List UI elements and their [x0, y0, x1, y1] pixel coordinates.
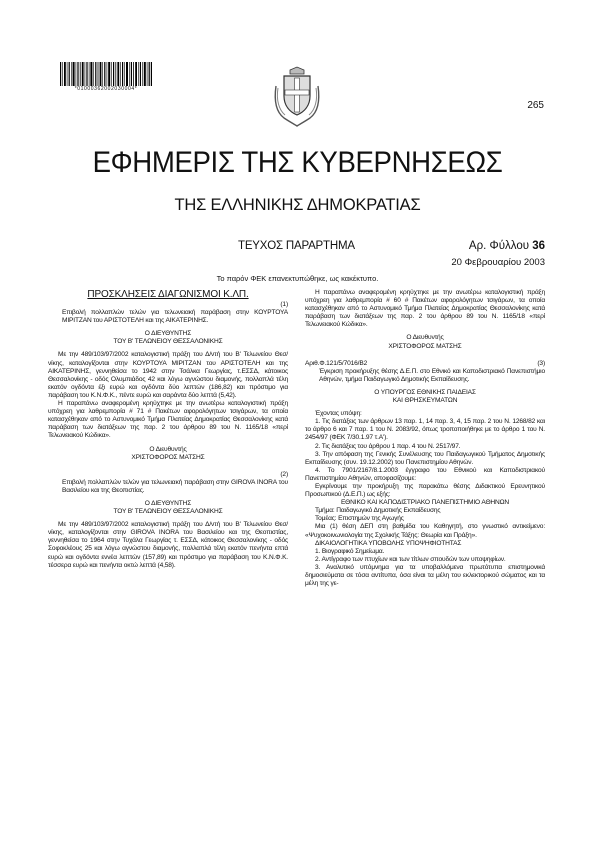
- sector: Τομέας: Επιστημών της Αγωγής: [315, 515, 404, 523]
- considering-item: 2. Τις διατάξεις του άρθρου 1 παρ. 4 του Ν. 2517/97.: [315, 442, 461, 450]
- documents-heading: ΔΙΚΑΙΟΛΟΓΗΤΙΚΑ ΥΠΟΒΟΛΗΣ ΥΠΟΨΗΦΙΟΤΗΤΑΣ: [315, 539, 462, 547]
- notice-body: Η παραπάνω αναφερομένη κρηύχτηκε με την ανωτέρω καταλογιστική πράξη υπόχρεη για λαθρεμπορία # 60 # Πακέτων αφορολόγητων τσιγάρων, τα οποία κατασχέθηκαν από το Αστυνομικό Τμήμα Πλατείας Δημοκρατίας Θεσσαλονίκης κατά παράβαση των διατάξεων της παρ. 2 του άρθρου 89 του Ν. 1165/18 «περί Τελωνειακού Κώδικα».: [305, 289, 545, 329]
- decision-text: Εγκρίνουμε την προκήρυξη της παρακάτω θέσης Διδακτικού Ερευνητικού Προσωπικού (Δ.Ε.Π.) ως εξής:: [305, 482, 545, 499]
- left-column: [48, 289, 288, 570]
- university-name: ΕΘΝΙΚΟ ΚΑΙ ΚΑΠΟΔΙΣΤΡΙΑΚΟ ΠΑΝΕΠΙΣΤΗΜΙΟ ΑΘΗΝΩΝ: [340, 499, 510, 507]
- notice-body: Με την 489/103/97/2002 καταλογιστική πράξη του Δ/ντή του Β' Τελωνείου Θεσ/νίκης, καταλογίζονται στην ΚΟΥΡΤΟΥΑ ΜΙΡΙΤΖΑΝ του ΑΡΙΣΤΟΤΕΛΗ και της ΑΙΚΑΤΕΡΙΝΗΣ, γεννηθείσα το 1942 στην Τσάλκα Γεωργίας, τ.ΕΣΣΔ, κάτοικος Θεσσαλονίκης - οδός Ολυμπιάδος 42 και λόγω αγνώστου διαμονής, πολλαπλά τέλη εκατόν ογδόντα έξι ευρώ και ογδόντα δύο λεπτών (186,82) και πρόστιμο για παράβαση του Κ.Ν.Φ.Κ., πέντε ευρώ και σαράντα δύο λεπτά (5,42).: [48, 351, 288, 399]
- document-item: 1. Βιογραφικό Σημείωμα.: [315, 547, 385, 555]
- notice-heading: Ο ΔΙΕΥΘΥΝΤΗΣ: [144, 330, 192, 338]
- notice-number: (3): [537, 359, 545, 367]
- document-item: 2. Αντίγραφο των πτυχίων και των τίτλων σπουδών των υποψηφίων.: [315, 555, 506, 563]
- signature-title: Ο Διευθυντής: [406, 334, 444, 342]
- notice-body: Με την 489/103/97/2002 καταλογιστική πράξη του Δ/ντή του Β' Τελωνείου Θεσ/νίκης, καταλογίζονται στην GIROVA INORA του Βασιλείου και της Θεοπιστίας, γεννηθείσα το 1964 στην Τυχάλα Γεωργίας τ. ΕΣΣΔ, κάτοικος Θεσσαλονίκης - οδός Σοφοκλέους 25 και λόγω αγνώστου διαμονής, πολλαπλά τέλη εκατόν πενήντα επτά ευρώ και ογδόντα εννέα λεπτών (157,89) και πρόστιμο για παράβαση του Κ.Ν.Φ.Κ. τέσσερα ευρώ και πενήντα οκτώ λεπτά (4,58).: [48, 521, 288, 569]
- notice-number: (2): [280, 470, 288, 478]
- document-item: 3. Αναλυτικό υπόμνημα για τα υποβαλλόμενα πρωτότυπα επιστημονικά δημοσιεύματα σε τόσα αντίτυπα, όσα είναι τα μέλη του εκλεκτορικού σώματος και τα μέλη της γε-: [305, 563, 545, 588]
- reference-number: Αριθ.Φ.121/5/7016/Β2: [305, 359, 368, 367]
- position-description: Μια (1) θέση ΔΕΠ στη βαθμίδα του Καθηγητή, στο γνωστικό αντικείμενο: «Ψυχοκοινωνιολογία της Σχολικής Τάξης: Θεωρία και Πράξη».: [305, 523, 545, 539]
- signature-name: ΧΡΙΣΤΟΦΟΡΟΣ ΜΑΤΣΗΣ: [131, 453, 205, 461]
- notice-heading: Ο ΔΙΕΥΘΥΝΤΗΣ: [144, 499, 192, 507]
- department: Τμήμα: Παιδαγωγικό Δημοτικής Εκπαίδευσης: [315, 507, 441, 515]
- considering-label: Έχοντας υπόψη:: [315, 410, 362, 418]
- page-number: 265: [527, 100, 544, 111]
- notice-heading: ΤΟΥ Β' ΤΕΛΩΝΕΙΟΥ ΘΕΣΣΑΛΟΝΙΚΗΣ: [113, 338, 223, 346]
- minister-heading: ΚΑΙ ΘΡΗΣΚΕΥΜΑΤΩΝ: [392, 397, 458, 405]
- right-column: [305, 289, 545, 588]
- sheet-number-block: [459, 240, 545, 252]
- notice-number: (1): [280, 301, 288, 308]
- considering-item: 3. Την απόφαση της Γενικής Συνέλευσης του Παιδαγωγικού Τμήματος Δημοτικής Εκπαίδευσης (συν. 19.12.2002) του Πανεπιστημίου Αθηνών.: [305, 450, 545, 466]
- reference-number-row: [305, 360, 545, 368]
- coat-of-arms-emblem: [270, 66, 324, 128]
- considering-item: 4. Το 7901/2167/8.1.2003 έγγραφο του Εθνικού και Καποδιστριακού Πανεπιστημίου Αθηνών, αποφασίζουμε:: [305, 466, 545, 482]
- gazette-subtitle: ΤΗΣ ΕΛΛΗΝΙΚΗΣ ΔΗΜΟΚΡΑΤΙΑΣ: [174, 196, 421, 214]
- notice-heading: ΤΟΥ Β' ΤΕΛΩΝΕΙΟΥ ΘΕΣΣΑΛΟΝΙΚΗΣ: [113, 508, 223, 516]
- notice-title: Επιβολή πολλαπλών τελών για τελωνειακή παράβαση στην ΚΟΥΡΤΟΥΑ ΜΙΡΙΤΖΑΝ του ΑΡΙΣΤΟΤΕΛΗ και της ΑΙΚΑΤΕΡΙΝΗΣ.: [62, 309, 288, 325]
- notice-body: Η παραπάνω αναφερομένη κρηύχτηκε με την ανωτέρω καταλογιστική πράξη υπόχρεη για λαθρεμπορία # 71 # Πακέτων αφορολόγητων τσιγάρων, τα οποία κατασχέθηκαν από το Αστυνομικό Τμήμα Πλατείας Δημοκρατίας Θεσσαλονίκης κατά παράβαση των διατάξεων της παρ. 2 του άρθρου 89 του Ν. 1165/18 «περί Τελωνειακού Κώδικα».: [48, 400, 288, 440]
- sheet-number: 36: [532, 240, 545, 252]
- issue-label: ΤΕΥΧΟΣ ΠΑΡΑΡΤΗΜΑ: [238, 240, 355, 252]
- signature-name: ΧΡΙΣΤΟΦΟΡΟΣ ΜΑΤΣΗΣ: [388, 342, 462, 350]
- issue-date: 20 Φεβρουαρίου 2003: [451, 257, 545, 268]
- minister-heading: Ο ΥΠΟΥΡΓΟΣ ΕΘΝΙΚΗΣ ΠΑΙΔΕΙΑΣ: [374, 388, 476, 396]
- considering-item: 1. Τις διατάξεις των άρθρων 13 παρ. 1, 14 παρ. 3, 4, 15 παρ. 2 του Ν. 1268/82 και το άρθρο 6 και 7 παρ. 1 του Ν. 2083/92, όπως τροποποιήθηκε με το άρθρο 1 του Ν. 2454/97 (ΦΕΚ 7/30.1.97 τ.Α').: [305, 418, 545, 442]
- reprint-note: Το παρόν ΦΕΚ επανεκτυπώθηκε, ως κακέκτυπο.: [216, 274, 379, 283]
- section-title: ΠΡΟΣΚΛΗΣΕΙΣ ΔΙΑΓΩΝΙΣΜΟΙ Κ.ΛΠ.: [87, 289, 249, 300]
- sheet-label: Αρ. Φύλλου: [468, 240, 529, 252]
- barcode: [60, 62, 152, 86]
- gazette-title: ΕΦΗΜΕΡΙΣ ΤΗΣ ΚΥΒΕΡΝΗΣΕΩΣ: [92, 146, 503, 179]
- signature-title: Ο Διευθυντής: [149, 445, 187, 453]
- notice-title: Επιβολή πολλαπλών τελών για τελωνειακή παράβαση στην GIROVA INORA του Βασιλείου και της Θεοπιστίας.: [62, 478, 288, 494]
- barcode-number: *01000362002030004*: [74, 86, 138, 92]
- notice-title: Έγκριση προκήρυξης θέσης Δ.Ε.Π. στο Εθνικό και Καποδιστριακό Πανεπιστήμιο Αθηνών, τμήμα Παιδαγωγικό Δημοτικής Εκπαίδευσης.: [319, 367, 545, 383]
